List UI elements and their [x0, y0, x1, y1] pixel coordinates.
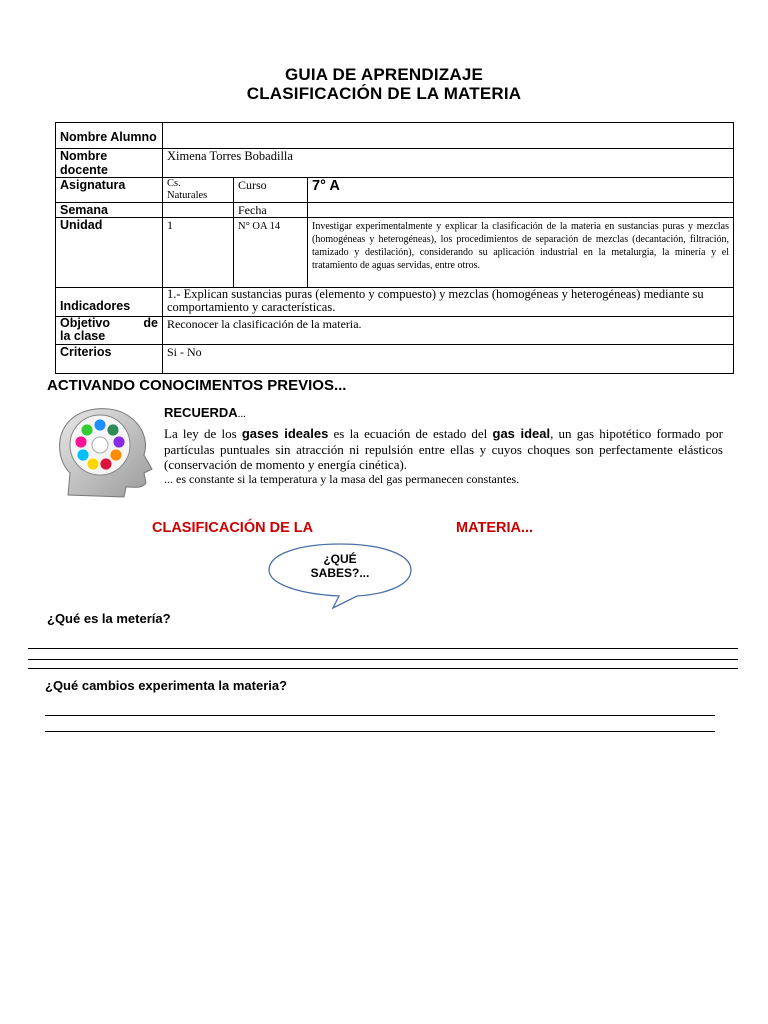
oa-label: N° OA 14 — [238, 221, 281, 232]
criterios-value: Si - No — [167, 345, 202, 359]
row-nombre-alumno — [56, 123, 734, 149]
nombre-docente-label: Nombre docente — [60, 149, 108, 177]
section-heading-activando: ACTIVANDO CONOCIMENTOS PREVIOS... — [47, 377, 347, 394]
ideal-gas-paragraph: La ley de los gases ideales es la ecuación de estado del gas ideal, un gas hipotético formado por partículas puntuales sin atracción ni repulsión entre ellas y cuyos choques son perfectamente elásticos (conservación de momento y energía cinética). — [164, 426, 724, 472]
recuerda-dots: ... — [237, 408, 246, 420]
curso-label: Curso — [238, 178, 267, 192]
answer-line[interactable] — [45, 715, 715, 716]
row-semana — [56, 203, 734, 218]
bubble-text — [265, 552, 415, 580]
answer-line[interactable] — [28, 648, 738, 649]
head-with-colorful-icons-icon — [50, 403, 154, 501]
classification-heading-left: CLASIFICACIÓN DE LA — [152, 520, 314, 536]
fecha-label: Fecha — [238, 203, 267, 217]
row-indicadores — [56, 288, 734, 317]
nombre-alumno-label: Nombre Alumno — [60, 130, 157, 144]
asignatura-label: Asignatura — [60, 178, 126, 192]
question-que-es-materia: ¿Qué es la metería? — [47, 611, 171, 626]
nombre-docente-value: Ximena Torres Bobadilla — [167, 149, 293, 163]
bubble-line1: ¿QUÉ — [323, 552, 357, 566]
answer-line[interactable] — [28, 659, 738, 660]
unidad-value: 1 — [167, 218, 173, 232]
bubble-line2: SABES?... — [310, 566, 370, 580]
bold-gases-ideales: gases ideales — [241, 426, 329, 441]
row-unidad — [56, 218, 734, 288]
question-cambios-materia: ¿Qué cambios experimenta la materia? — [45, 678, 288, 693]
criterios-label: Criterios — [60, 345, 112, 359]
indicadores-value: 1.- Explican sustancias puras (elemento y compuesto) y mezclas (homogéneas y heterogéneas) mediante su comportamiento y características. — [163, 288, 734, 317]
bold-gas-ideal: gas ideal — [492, 426, 551, 441]
recuerda-heading — [164, 405, 246, 420]
indicadores-label: Indicadores — [60, 299, 131, 313]
semana-label: Semana — [60, 203, 108, 217]
row-nombre-docente — [56, 149, 734, 178]
ideal-gas-note: ... es constante si la temperatura y la masa del gas permanecen constantes. — [164, 472, 520, 486]
objetivo-label-line2: la clase — [60, 329, 106, 343]
curso-value: 7° A — [312, 178, 340, 194]
objetivo-value: Reconocer la clasificación de la materia. — [167, 317, 362, 331]
guide-subtitle: CLASIFICACIÓN DE LA MATERIA — [246, 84, 522, 103]
answer-line[interactable] — [45, 731, 715, 732]
student-info-table — [55, 122, 734, 374]
oa-description: Investigar experimentalmente y explicar la clasificación de la materia en sustancias puras y mezclas (homogéneas y heterogéneas), los procedimientos de separación de mezclas (decantación, filtración, tamizado y destilación), considerando su aplicación industrial en la metalurgia, la minería y el tratamiento de aguas servidas, entre otros. — [308, 218, 734, 288]
unidad-label: Unidad — [60, 218, 103, 232]
row-asignatura — [56, 178, 734, 203]
guide-title: GUIA DE APRENDIZAJE — [284, 65, 484, 84]
recuerda-label: RECUERDA — [164, 405, 238, 420]
classification-heading-right: MATERIA... — [456, 520, 534, 536]
row-objetivo — [56, 317, 734, 345]
row-criterios — [56, 345, 734, 374]
answer-line[interactable] — [28, 668, 738, 669]
objetivo-label-line1: Objetivo de — [60, 316, 158, 330]
asignatura-value: Cs. Naturales — [167, 178, 208, 201]
